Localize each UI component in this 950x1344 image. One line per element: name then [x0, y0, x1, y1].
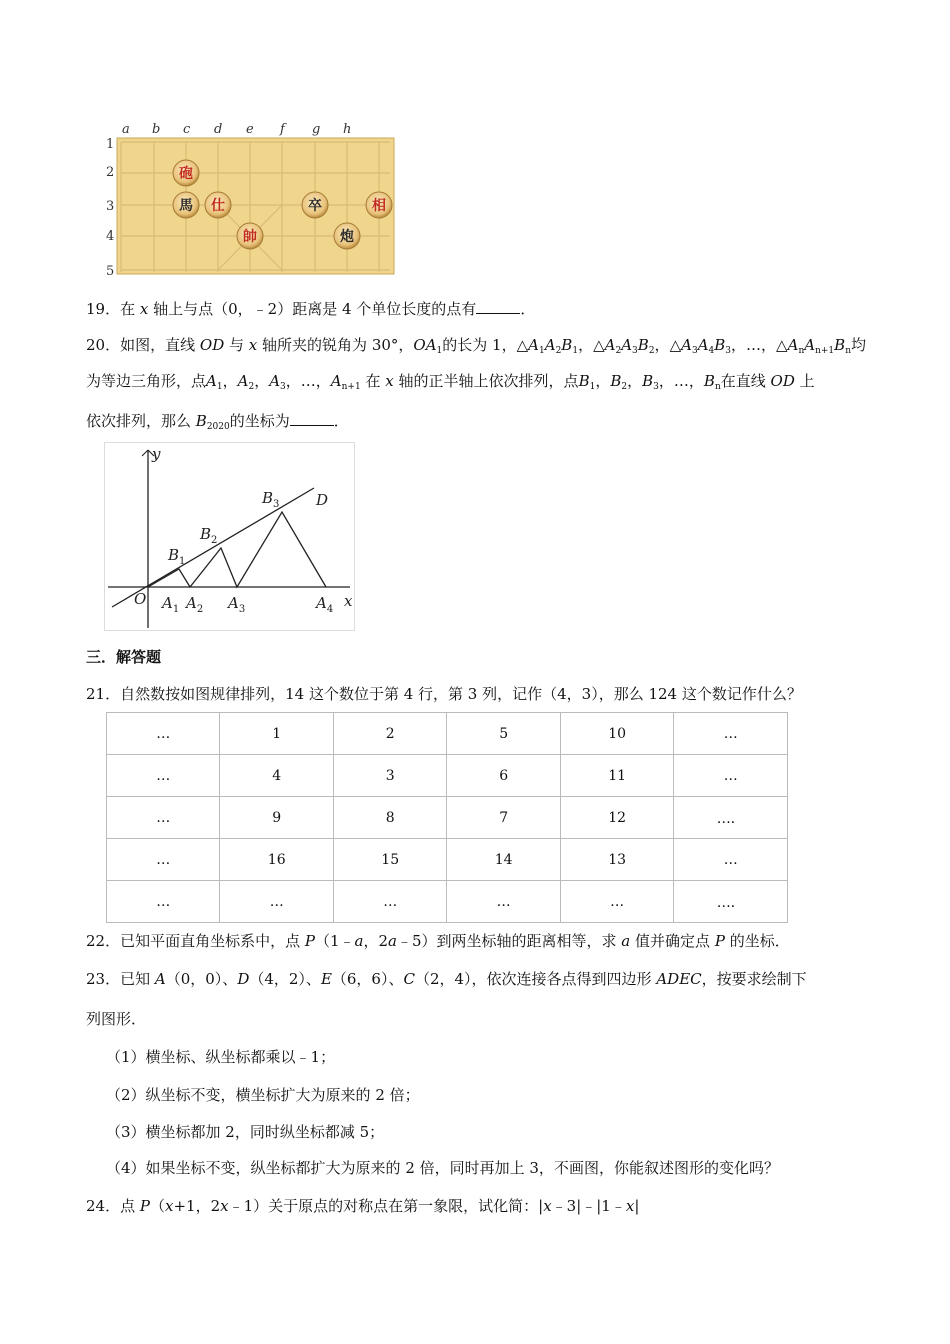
origin-label: O — [134, 590, 147, 608]
section-heading: 三．解答题 — [86, 648, 162, 666]
table-row — [107, 881, 788, 923]
svg-text:相: 相 — [372, 198, 386, 214]
line-label-d: D — [316, 491, 329, 509]
point-label-a3: $A_3$ — [228, 594, 246, 615]
question-21: 21．自然数按如图规律排列，14 这个数位于第 4 行，第 3 列，记作（4，3），那么 124 这个数记作什么？ — [86, 685, 802, 703]
chess-piece-shi-red — [205, 192, 231, 218]
question-23-part-1: （1）横坐标、纵坐标都乘以﹣1； — [106, 1048, 336, 1066]
table-cell: … — [220, 881, 333, 923]
question-23-part-4: （4）如果坐标不变，纵坐标都扩大为原来的 2 倍，同时再加上 3，不画图，你能叙述图形的变化吗？ — [106, 1159, 779, 1177]
question-23-part-2: （2）纵坐标不变，横坐标扩大为原来的 2 倍； — [106, 1086, 420, 1104]
table-cell: … — [674, 755, 788, 797]
table-cell: 4 — [220, 755, 333, 797]
board-col-label: d — [214, 122, 223, 137]
chess-board-figure — [100, 118, 400, 278]
table-cell: 3 — [333, 755, 446, 797]
table-cell: … — [333, 881, 446, 923]
board-col-label: h — [343, 122, 352, 137]
number-grid-table — [106, 712, 788, 923]
triangle-figure — [104, 442, 356, 632]
point-label-a1: $A_1$ — [162, 594, 180, 615]
chess-piece-pao-red — [173, 160, 199, 186]
table-cell: … — [674, 713, 788, 755]
table-cell: 9 — [220, 797, 333, 839]
table-cell: … — [107, 839, 220, 881]
table-cell: …． — [674, 881, 788, 923]
point-label-a4: $A_4$ — [316, 594, 334, 615]
answer-blank[interactable] — [476, 299, 520, 314]
table-cell: 15 — [333, 839, 446, 881]
point-label-b1: $B_1$ — [168, 546, 186, 567]
table-cell: 16 — [220, 839, 333, 881]
table-cell: … — [107, 713, 220, 755]
point-label-b2: $B_2$ — [200, 525, 218, 546]
board-row-label: 2 — [106, 165, 115, 180]
table-row — [107, 713, 788, 755]
question-23-line-1: 23．已知 A（0，0）、D（4，2）、E（6，6）、C（2，4），依次连接各点得到四边形 ADEC，按要求绘制下 — [86, 970, 807, 988]
table-cell: 6 — [447, 755, 560, 797]
table-cell: 14 — [447, 839, 560, 881]
table-cell: … — [674, 839, 788, 881]
question-20-line-1: 20．如图，直线 OD 与 x 轴所夹的锐角为 30°，$OA_1$的长为 1，$\triangle A_1A_2B_1$，$\triangle A_2A_3B_2$，$\triangle A_3A_4B_3$，…，$\triangle A_nA_{n+1}B_n$均 — [86, 336, 866, 356]
table-cell: 2 — [333, 713, 446, 755]
axis-label-x: x — [344, 592, 353, 610]
answer-blank[interactable] — [290, 411, 334, 426]
question-23-part-3: （3）横坐标都加 2，同时纵坐标都减 5； — [106, 1123, 385, 1141]
table-cell: … — [560, 881, 673, 923]
table-cell: …． — [674, 797, 788, 839]
question-23-line-2: 列图形． — [86, 1010, 147, 1028]
board-col-label: c — [183, 122, 191, 137]
board-col-label: a — [122, 122, 130, 137]
board-col-label: f — [280, 122, 285, 137]
chess-piece-zu-black — [302, 192, 328, 218]
chess-piece-ma-black — [173, 192, 199, 218]
table-cell: … — [107, 881, 220, 923]
table-cell: 7 — [447, 797, 560, 839]
svg-text:馬: 馬 — [179, 198, 193, 214]
table-row — [107, 797, 788, 839]
table-cell: … — [447, 881, 560, 923]
svg-text:仕: 仕 — [211, 198, 225, 214]
board-row-label: 4 — [106, 229, 115, 244]
point-label-a2: $A_2$ — [186, 594, 204, 615]
svg-text:砲: 砲 — [179, 166, 193, 182]
table-cell: 1 — [220, 713, 333, 755]
table-cell: … — [107, 797, 220, 839]
svg-text:卒: 卒 — [308, 198, 322, 214]
table-cell: 11 — [560, 755, 673, 797]
question-22: 22．已知平面直角坐标系中，点 P（1﹣a，2a﹣5）到两坐标轴的距离相等，求 a 值并确定点 P 的坐标． — [86, 932, 790, 950]
table-row — [107, 839, 788, 881]
table-cell: 10 — [560, 713, 673, 755]
svg-text:炮: 炮 — [340, 229, 354, 245]
axis-label-y: y — [152, 445, 161, 463]
chess-piece-shuai-red — [237, 223, 263, 249]
table-cell: 8 — [333, 797, 446, 839]
table-cell: … — [107, 755, 220, 797]
board-col-label: g — [312, 122, 321, 137]
question-19: 19．在 x 轴上与点（0，﹣2）距离是 4 个单位长度的点有 ． — [86, 300, 536, 318]
table-row — [107, 755, 788, 797]
question-20-line-3: 依次排列，那么 $B_{2020}$的坐标为 ． — [86, 412, 349, 432]
board-row-label: 1 — [106, 137, 115, 152]
table-cell: 5 — [447, 713, 560, 755]
chess-piece-xiang-red — [366, 192, 392, 218]
chess-piece-pao-black — [334, 223, 360, 249]
board-col-label: e — [246, 122, 254, 137]
table-cell: 12 — [560, 797, 673, 839]
board-row-label: 5 — [106, 264, 115, 278]
svg-text:帥: 帥 — [243, 229, 257, 245]
question-24: 24．点 P（x+1，2x﹣1）关于原点的对称点在第一象限，试化简：|x﹣3|﹣|1﹣x| — [86, 1197, 640, 1215]
table-cell: 13 — [560, 839, 673, 881]
board-row-label: 3 — [106, 199, 115, 214]
point-label-b3: $B_3$ — [262, 489, 280, 510]
board-col-label: b — [152, 122, 161, 137]
question-20-line-2: 为等边三角形，点$A_1$，$A_2$，$A_3$，…，$A_{n+1}$ 在 x 轴的正半轴上依次排列，点$B_1$，$B_2$，$B_3$，…，$B_n$在直线 OD 上 — [86, 372, 815, 392]
